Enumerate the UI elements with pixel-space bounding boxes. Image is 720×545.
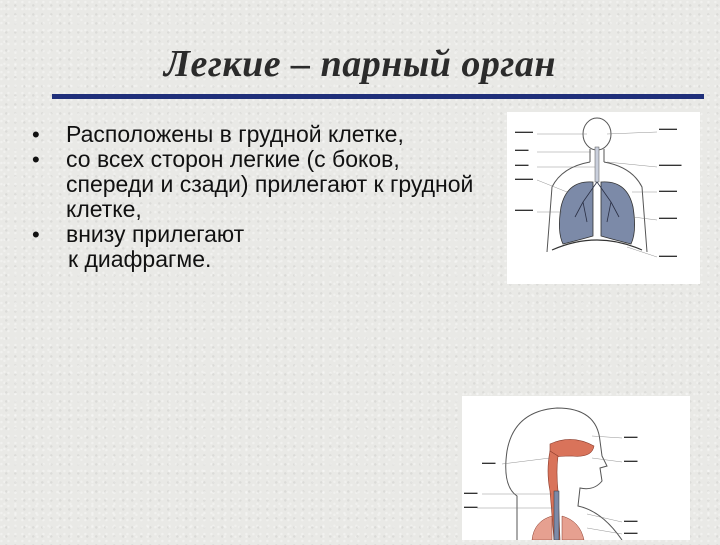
svg-text:▬▬▬: ▬▬▬ <box>482 460 496 465</box>
svg-text:▬▬▬: ▬▬▬ <box>624 530 638 535</box>
svg-text:▬▬▬: ▬▬▬ <box>464 490 478 495</box>
svg-text:▬▬▬▬▬: ▬▬▬▬▬ <box>659 162 682 167</box>
svg-text:▬▬▬▬: ▬▬▬▬ <box>515 129 533 134</box>
svg-text:▬▬▬▬: ▬▬▬▬ <box>515 176 533 181</box>
svg-text:▬▬▬: ▬▬▬ <box>624 434 638 439</box>
svg-text:▬▬▬: ▬▬▬ <box>515 147 529 152</box>
airways-diagram <box>462 396 690 540</box>
bullet-item: • со всех сторон легкие (с боков, спереди и сзади) прилегают к грудной клетке, <box>28 147 488 222</box>
svg-text:▬▬▬: ▬▬▬ <box>624 518 638 523</box>
bullet-item: • внизу прилегают <box>28 222 488 247</box>
svg-text:▬▬▬▬: ▬▬▬▬ <box>515 207 533 212</box>
respiratory-system-svg <box>507 112 700 284</box>
bullet-continuation: к диафрагме. <box>68 246 212 272</box>
bullet-list <box>28 122 488 272</box>
svg-text:▬▬▬: ▬▬▬ <box>624 458 638 463</box>
svg-text:▬▬▬▬: ▬▬▬▬ <box>659 253 677 258</box>
airways-svg <box>462 396 690 540</box>
svg-text:▬▬▬▬: ▬▬▬▬ <box>659 188 677 193</box>
title-underline <box>52 94 704 99</box>
svg-text:▬▬▬: ▬▬▬ <box>515 162 529 167</box>
bullet-item: • Расположены в грудной клетке, <box>28 122 488 147</box>
svg-text:▬▬▬: ▬▬▬ <box>464 504 478 509</box>
svg-text:▬▬▬▬: ▬▬▬▬ <box>659 126 677 131</box>
respiratory-system-diagram <box>507 112 700 284</box>
svg-text:▬▬▬▬: ▬▬▬▬ <box>659 215 677 220</box>
slide-title: Легкие – парный орган <box>163 43 557 85</box>
